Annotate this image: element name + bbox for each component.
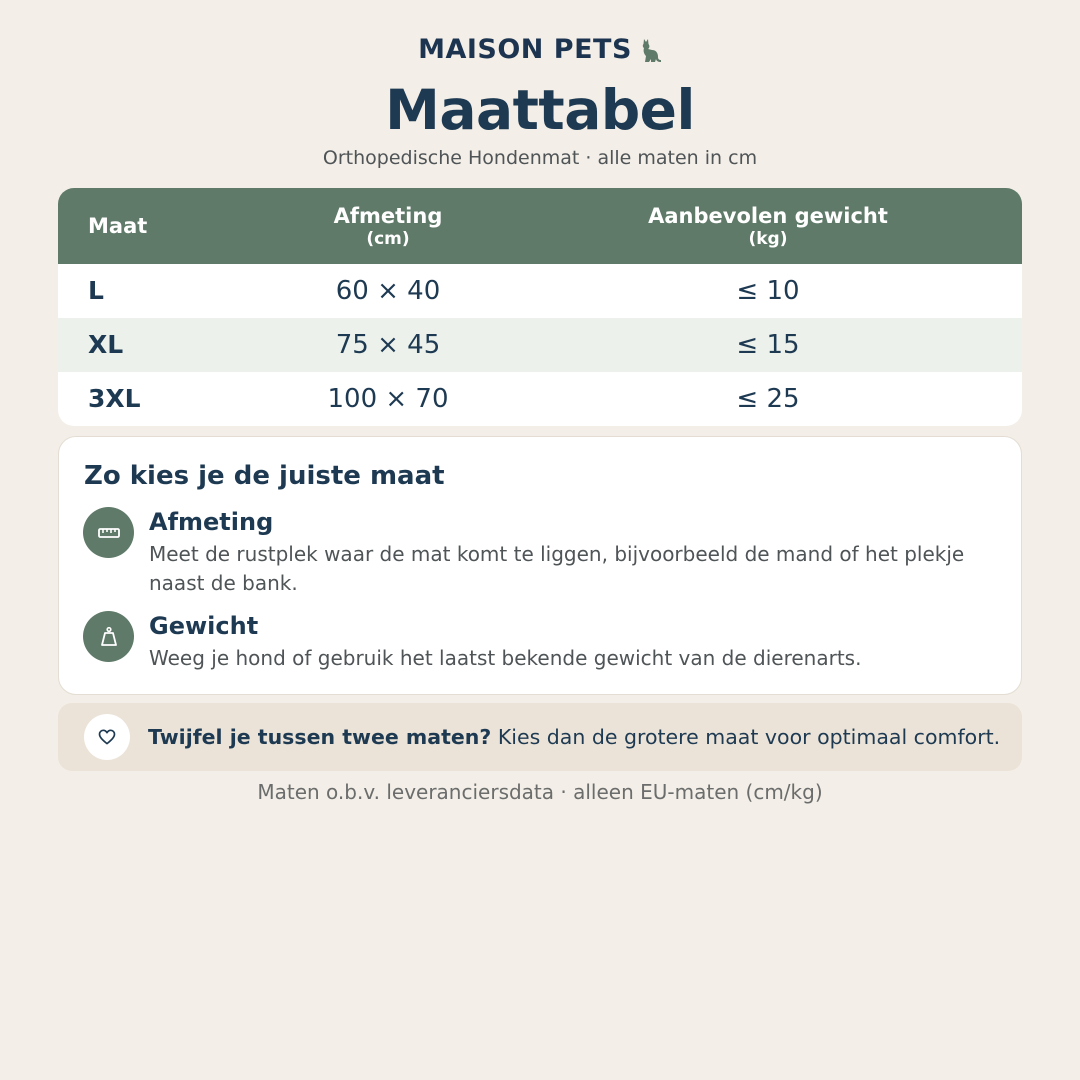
cell-weight: ≤ 25	[736, 384, 800, 414]
header-dimension	[288, 204, 488, 250]
guide-item-text	[149, 507, 1009, 598]
table-row	[58, 264, 1022, 318]
header-dimension-unit: (cm)	[366, 229, 410, 249]
header-size: Maat	[88, 214, 148, 238]
guide-item-heading: Afmeting	[149, 508, 274, 536]
cell-size: XL	[88, 330, 124, 359]
cell-dimension: 60 × 40	[335, 276, 441, 306]
page-subtitle: Orthopedische Hondenmat · alle maten in cm	[322, 147, 758, 169]
ruler-icon	[83, 507, 134, 558]
footnote: Maten o.b.v. leveranciersdata · alleen EU-maten (cm/kg)	[257, 780, 823, 804]
size-table	[58, 188, 1022, 426]
page-title: Maattabel	[385, 78, 695, 142]
table-row	[58, 372, 1022, 426]
tip-banner	[58, 703, 1022, 771]
guide-item-text	[149, 611, 1009, 673]
cat-icon	[638, 37, 662, 63]
guide-item-body: Meet de rustplek waar de mat komt te liggen, bijvoorbeeld de mand of het plekje naast de bank.	[149, 542, 965, 595]
cell-dimension: 100 × 70	[327, 384, 449, 414]
tip-advice: Kies dan de grotere maat voor optimaal comfort.	[497, 725, 1001, 749]
table-row	[58, 318, 1022, 372]
header-weight-label: Aanbevolen gewicht	[648, 204, 888, 228]
tip-text	[148, 703, 1000, 771]
header-dimension-label: Afmeting	[333, 204, 443, 228]
header-weight-unit: (kg)	[748, 229, 788, 249]
guide-title: Zo kies je de juiste maat	[84, 461, 445, 491]
cell-size: L	[88, 276, 104, 305]
table-header	[58, 188, 1022, 264]
size-guide-card	[58, 436, 1022, 695]
cell-size: 3XL	[88, 384, 141, 413]
guide-item-heading: Gewicht	[149, 612, 259, 640]
weight-icon	[83, 611, 134, 662]
heart-icon	[84, 714, 130, 760]
brand-logo	[0, 34, 1080, 65]
cell-weight: ≤ 15	[736, 330, 800, 360]
tip-question: Twijfel je tussen twee maten?	[148, 725, 492, 749]
cell-dimension: 75 × 45	[335, 330, 441, 360]
brand-name: MAISON PETS	[418, 34, 632, 65]
cell-weight: ≤ 10	[736, 276, 800, 306]
guide-item-body: Weeg je hond of gebruik het laatst bekende gewicht van de dierenarts.	[149, 646, 862, 670]
header-weight	[618, 204, 918, 250]
